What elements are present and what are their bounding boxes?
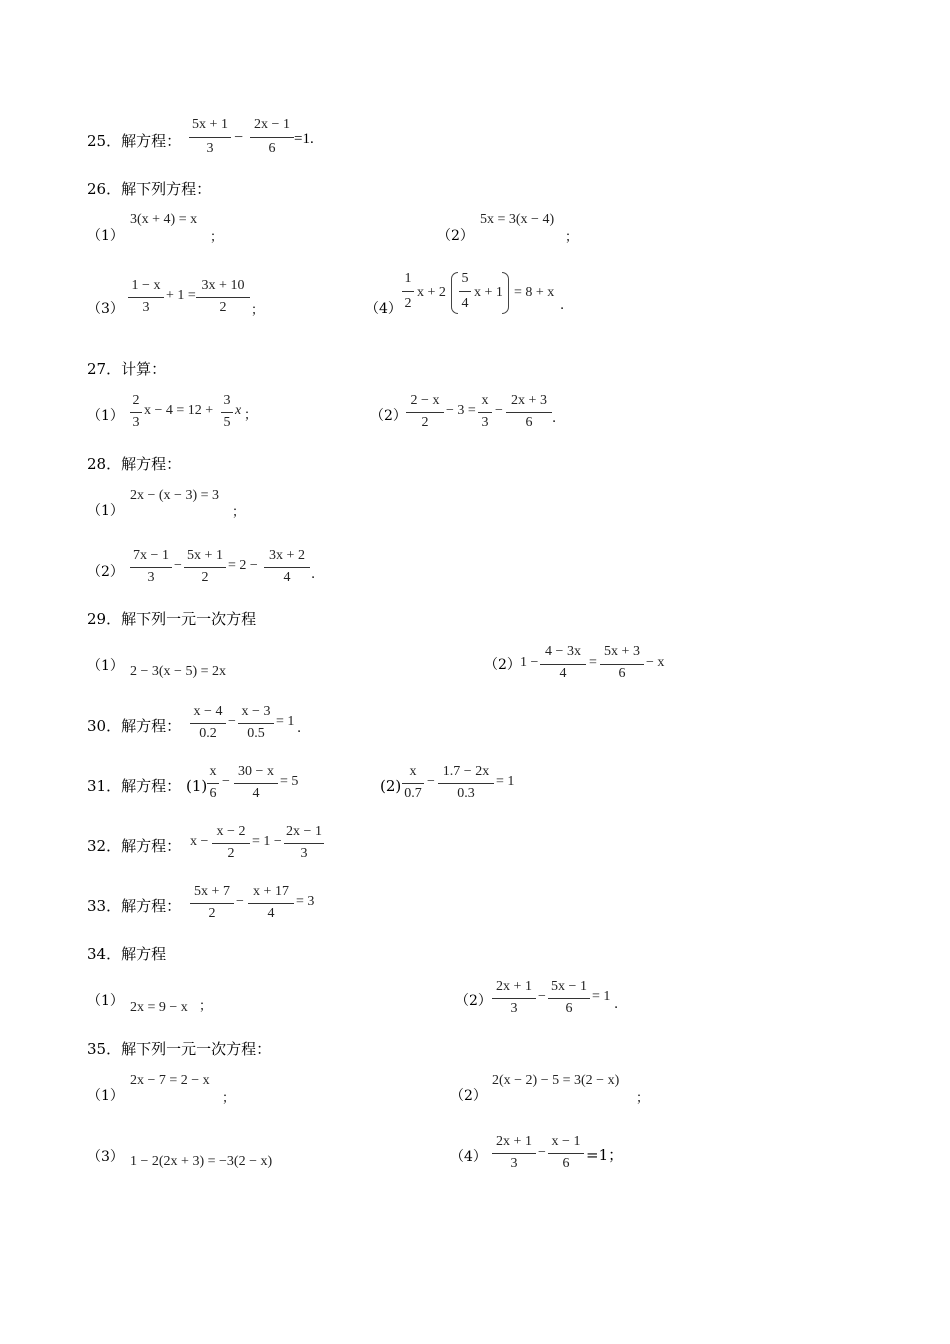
numerator: 3x + 10 <box>201 278 245 293</box>
question-tag: （1） <box>87 993 124 1009</box>
numerator: 2x − 1 <box>254 117 290 132</box>
operator: − <box>236 894 244 909</box>
fraction-bar <box>600 664 644 665</box>
punctuation: ； <box>199 999 213 1014</box>
equation-middle: x − 4 = 12 + <box>144 403 214 418</box>
equation-prefix: 1 − <box>520 655 539 670</box>
question-tag: （1） <box>87 408 124 424</box>
equation: 2 − 3(x − 5) = 2x <box>130 664 227 679</box>
operator: − <box>495 403 503 418</box>
fraction-bar <box>189 137 231 138</box>
equation-middle: = 1 − <box>252 834 282 849</box>
problem-28-label: 28．解方程： <box>87 455 182 473</box>
fraction-bar <box>284 843 324 844</box>
punctuation: ； <box>210 230 224 245</box>
denominator: 4 <box>559 666 567 681</box>
denominator: 2 <box>227 846 235 861</box>
fraction-bar <box>248 903 294 904</box>
problem-25-label: 25．解方程： <box>87 132 182 150</box>
fraction-bar <box>221 412 233 413</box>
equation-middle: = 2 − <box>228 558 258 573</box>
question-tag: （1） <box>87 228 124 244</box>
equation-middle: x + 2 <box>417 285 446 300</box>
numerator: 1 <box>404 271 412 286</box>
problem-30-label: 30．解方程： <box>87 717 182 735</box>
numerator: 5x − 1 <box>551 979 587 994</box>
numerator: 2 − x <box>410 393 440 408</box>
fraction-bar <box>459 291 471 292</box>
operator: − <box>174 558 182 573</box>
punctuation: ； <box>636 1091 650 1106</box>
denominator: 3 <box>300 846 308 861</box>
denominator: 3 <box>132 415 140 430</box>
punctuation: . <box>552 411 557 426</box>
denominator: 2 <box>421 415 429 430</box>
punctuation: ； <box>244 408 258 423</box>
numerator: 2x + 1 <box>496 979 532 994</box>
numerator: x <box>409 764 417 779</box>
question-tag: （2） <box>87 564 124 580</box>
left-paren <box>451 272 458 314</box>
numerator: 7x − 1 <box>133 548 169 563</box>
denominator: 5 <box>223 415 231 430</box>
fraction-bar <box>130 412 142 413</box>
question-tag: （2） <box>450 1088 487 1104</box>
equation: 5x = 3(x − 4) <box>480 212 555 227</box>
denominator: 0.5 <box>247 726 265 741</box>
numerator: 1.7 − 2x <box>442 764 490 779</box>
numerator: 5x + 3 <box>604 644 640 659</box>
equation-tail: = 8 + x <box>514 285 555 300</box>
problem-26-label: 26．解下列方程： <box>87 180 212 198</box>
fraction-bar <box>478 412 492 413</box>
fraction-bar <box>540 664 586 665</box>
fraction-bar <box>196 297 250 298</box>
equation: 1 − 2(2x + 3) = −3(2 − x) <box>130 1154 273 1169</box>
fraction-bar <box>207 783 219 784</box>
denominator: 6 <box>268 141 276 156</box>
fraction-bar <box>402 783 424 784</box>
question-tag: （2） <box>437 228 474 244</box>
denominator: 6 <box>525 415 533 430</box>
denominator: 6 <box>565 1001 573 1016</box>
punctuation: ； <box>232 505 246 520</box>
equation-middle: = <box>589 655 597 670</box>
fraction-bar <box>190 903 234 904</box>
question-tag: （1） <box>87 658 124 674</box>
denominator: 4 <box>461 296 469 311</box>
numerator: 2x − 1 <box>286 824 322 839</box>
question-tag: （4） <box>365 301 402 317</box>
denominator: 0.3 <box>457 786 475 801</box>
operator: − <box>538 1145 546 1160</box>
fraction-bar <box>548 998 590 999</box>
fraction-bar <box>238 723 274 724</box>
equation-prefix: x − <box>190 834 209 849</box>
fraction-bar <box>506 412 552 413</box>
equation: 2(x − 2) − 5 = 3(2 − x) <box>492 1073 620 1088</box>
equation-tail: = 1 <box>496 774 515 789</box>
question-tag: （3） <box>87 1149 124 1165</box>
punctuation: ； <box>251 303 265 318</box>
operator: − <box>228 714 236 729</box>
operator: − <box>427 774 435 789</box>
fraction-bar <box>184 567 226 568</box>
numerator: 5x + 1 <box>192 117 228 132</box>
numerator: 5x + 7 <box>194 884 230 899</box>
fraction-bar <box>264 567 310 568</box>
numerator: 2 <box>132 393 140 408</box>
operator: − <box>538 989 546 1004</box>
denominator: 4 <box>283 570 291 585</box>
fraction-bar <box>212 843 250 844</box>
equation: 2x − 7 = 2 − x <box>130 1073 210 1088</box>
fraction-bar <box>548 1153 584 1154</box>
denominator: 2 <box>404 296 412 311</box>
fraction-bar <box>128 297 164 298</box>
numerator: x + 17 <box>253 884 289 899</box>
operator: − <box>222 774 230 789</box>
denominator: 6 <box>209 786 217 801</box>
punctuation: . <box>311 567 316 582</box>
problem-27-label: 27．计算： <box>87 360 167 378</box>
fraction-bar <box>438 783 494 784</box>
question-tag: （4） <box>450 1149 487 1165</box>
question-tag: （1） <box>87 1088 124 1104</box>
equation-tail: x <box>235 403 242 418</box>
numerator: 2x + 3 <box>511 393 547 408</box>
fraction-bar <box>402 291 414 292</box>
numerator: 30 − x <box>238 764 274 779</box>
denominator: 2 <box>219 300 227 315</box>
equation-tail: = 3 <box>296 894 315 909</box>
denominator: 0.2 <box>199 726 217 741</box>
question-tag: （2） <box>484 657 521 673</box>
equation-middle: x + 1 <box>474 285 503 300</box>
question-tag: (1) <box>186 777 208 795</box>
numerator: x <box>209 764 217 779</box>
problem-32-label: 32．解方程： <box>87 837 182 855</box>
numerator: x − 1 <box>551 1134 581 1149</box>
denominator: 3 <box>510 1156 518 1171</box>
numerator: 5x + 1 <box>187 548 223 563</box>
equation-tail: =1. <box>294 131 314 147</box>
numerator: x − 3 <box>241 704 271 719</box>
denominator: 4 <box>252 786 260 801</box>
fraction-bar <box>190 723 226 724</box>
equation-middle: − 3 = <box>446 403 476 418</box>
equation-tail: =1； <box>586 1146 624 1164</box>
right-paren <box>502 272 509 314</box>
punctuation: . <box>297 721 302 736</box>
numerator: x <box>481 393 489 408</box>
numerator: 3x + 2 <box>269 548 305 563</box>
problem-29-label: 29．解下列一元一次方程 <box>87 610 257 628</box>
equation: 3(x + 4) = x <box>130 212 198 227</box>
punctuation: . <box>614 997 619 1012</box>
numerator: 5 <box>461 271 469 286</box>
fraction-bar <box>130 567 172 568</box>
fraction-bar <box>250 137 294 138</box>
fraction-bar <box>406 412 444 413</box>
numerator: 3 <box>223 393 231 408</box>
problem-33-label: 33．解方程： <box>87 897 182 915</box>
denominator: 2 <box>201 570 209 585</box>
denominator: 0.7 <box>404 786 422 801</box>
question-tag: （2） <box>455 993 492 1009</box>
problem-35-label: 35．解下列一元一次方程： <box>87 1040 272 1058</box>
numerator: 1 − x <box>131 278 161 293</box>
question-tag: （3） <box>87 301 124 317</box>
punctuation: . <box>560 298 565 313</box>
equation-tail: = 1 <box>592 989 611 1004</box>
denominator: 4 <box>267 906 275 921</box>
numerator: x − 4 <box>193 704 223 719</box>
fraction-bar <box>234 783 278 784</box>
question-tag: （2） <box>370 408 407 424</box>
punctuation: ； <box>565 230 579 245</box>
equation-tail: = 1 <box>276 714 295 729</box>
denominator: 3 <box>147 570 155 585</box>
fraction-bar <box>492 1153 536 1154</box>
denominator: 2 <box>208 906 216 921</box>
denominator: 6 <box>562 1156 570 1171</box>
numerator: 4 − 3x <box>545 644 581 659</box>
denominator: 6 <box>618 666 626 681</box>
denominator: 3 <box>142 300 150 315</box>
punctuation: ； <box>222 1091 236 1106</box>
problem-34-label: 34．解方程 <box>87 945 167 963</box>
numerator: 2x + 1 <box>496 1134 532 1149</box>
problem-31-label: 31．解方程： <box>87 777 182 795</box>
equation: 2x − (x − 3) = 3 <box>130 488 220 503</box>
question-tag: (2) <box>380 777 402 795</box>
equation-middle: + 1 = <box>166 288 196 303</box>
denominator: 3 <box>510 1001 518 1016</box>
numerator: x − 2 <box>216 824 246 839</box>
denominator: 3 <box>481 415 489 430</box>
operator: − <box>234 129 244 146</box>
question-tag: （1） <box>87 503 124 519</box>
denominator: 3 <box>206 141 214 156</box>
fraction-bar <box>492 998 536 999</box>
equation-tail: = 5 <box>280 774 299 789</box>
equation: 2x = 9 − x <box>130 1000 188 1015</box>
equation-tail: − x <box>646 655 665 670</box>
